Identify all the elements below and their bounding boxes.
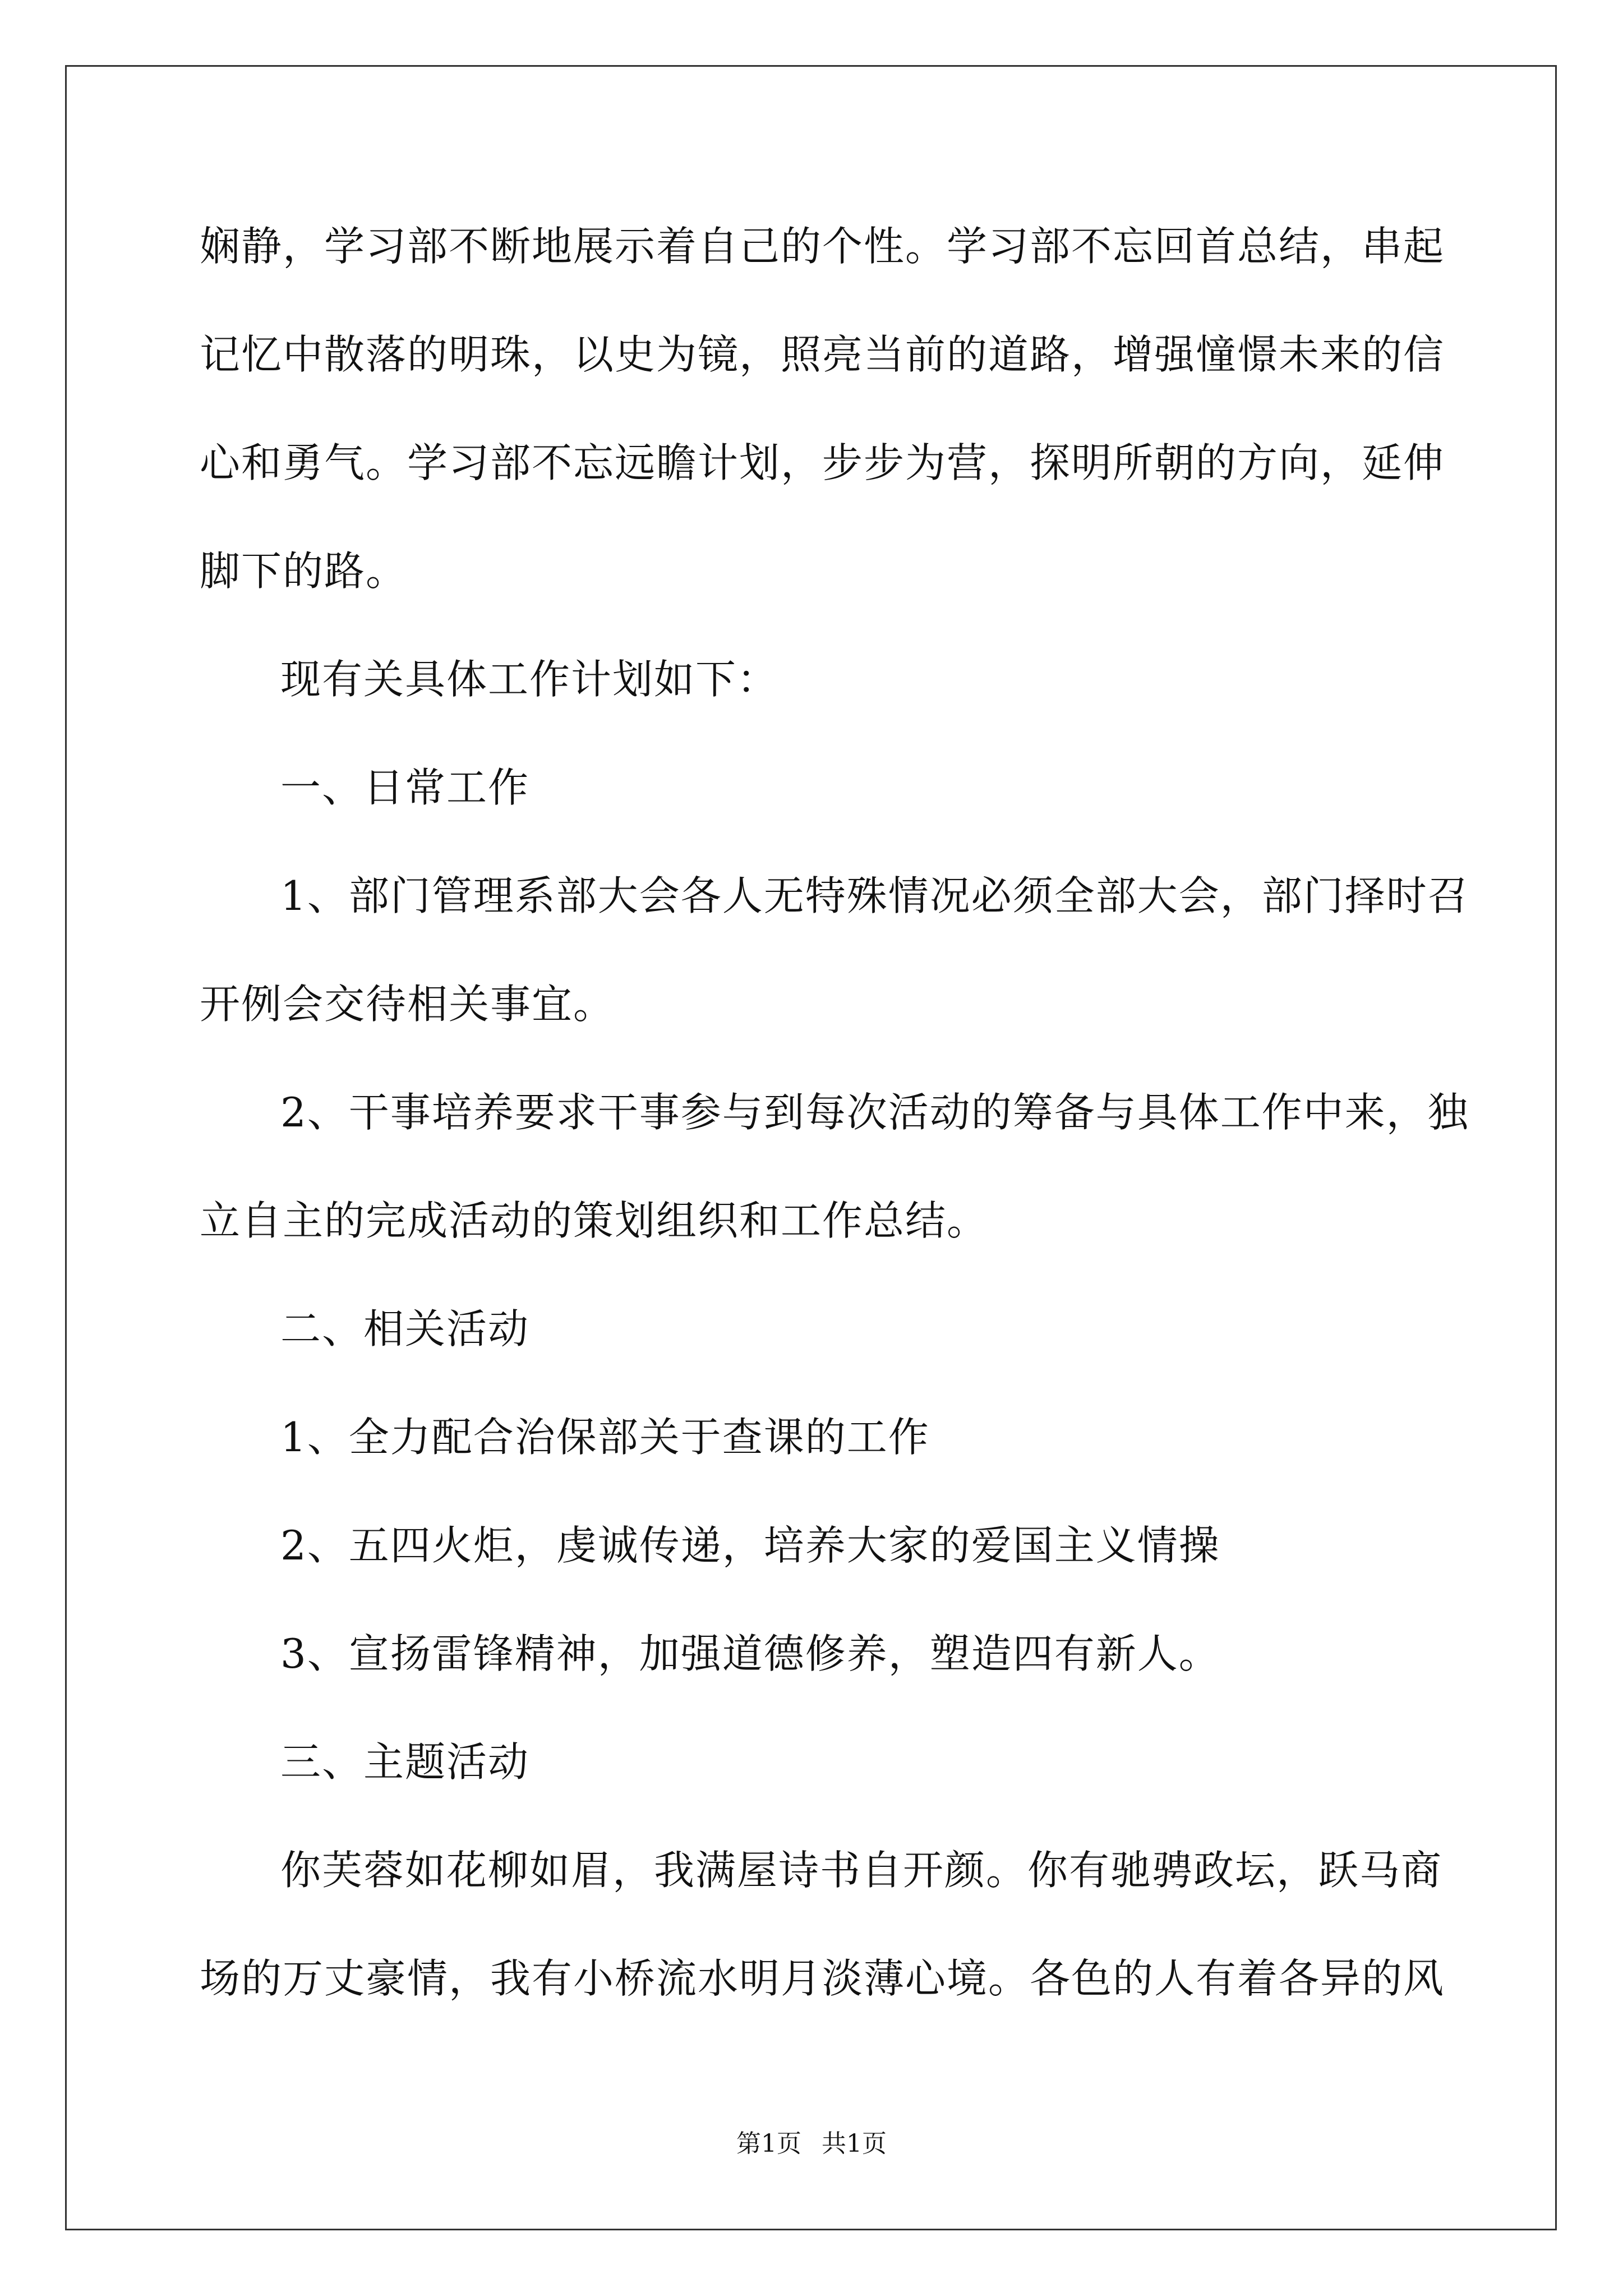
paragraph-line: 场的万丈豪情，我有小桥流水明月淡薄心境。各色的人有着各异的风 [200,1955,1445,2002]
list-item: 1、全力配合治保部关于查课的工作 [280,1414,930,1461]
paragraph-line: 脚下的路。 [200,547,408,595]
page-number-total: 共1页 [822,2129,887,2158]
page-footer [0,2129,1623,2158]
section-heading-daily-work: 一、日常工作 [280,764,530,811]
section-heading-related-activities: 二、相关活动 [280,1305,530,1352]
list-item: 2、五四火炬，虔诚传递，培养大家的爱国主义情操 [280,1522,1220,1569]
paragraph-line: 你芙蓉如花柳如眉，我满屋诗书自开颜。你有驰骋政坛，跃马商 [280,1847,1443,1894]
list-item: 3、宣扬雷锋精神，加强道德修养，塑造四有新人。 [280,1630,1220,1677]
paragraph-line: 记忆中散落的明珠，以史为镜，照亮当前的道路，增强憧憬未来的信 [200,331,1445,378]
intro-line: 现有关具体工作计划如下： [280,656,779,703]
list-item: 2、干事培养要求干事参与到每次活动的筹备与具体工作中来，独 [280,1089,1469,1136]
paragraph-line: 心和勇气。学习部不忘远瞻计划，步步为营，探明所朝的方向，延伸 [200,439,1445,486]
list-item-continuation: 立自主的完成活动的策划组织和工作总结。 [200,1197,989,1244]
list-item: 1、部门管理系部大会各人无特殊情况必须全部大会，部门择时召 [280,872,1469,919]
paragraph-line: 娴静，学习部不断地展示着自己的个性。学习部不忘回首总结，串起 [200,223,1445,270]
page-number-current: 第1页 [736,2129,801,2158]
list-item-continuation: 开例会交待相关事宜。 [200,981,615,1028]
section-heading-theme-activities: 三、主题活动 [280,1738,530,1786]
page-border [65,65,1557,2230]
